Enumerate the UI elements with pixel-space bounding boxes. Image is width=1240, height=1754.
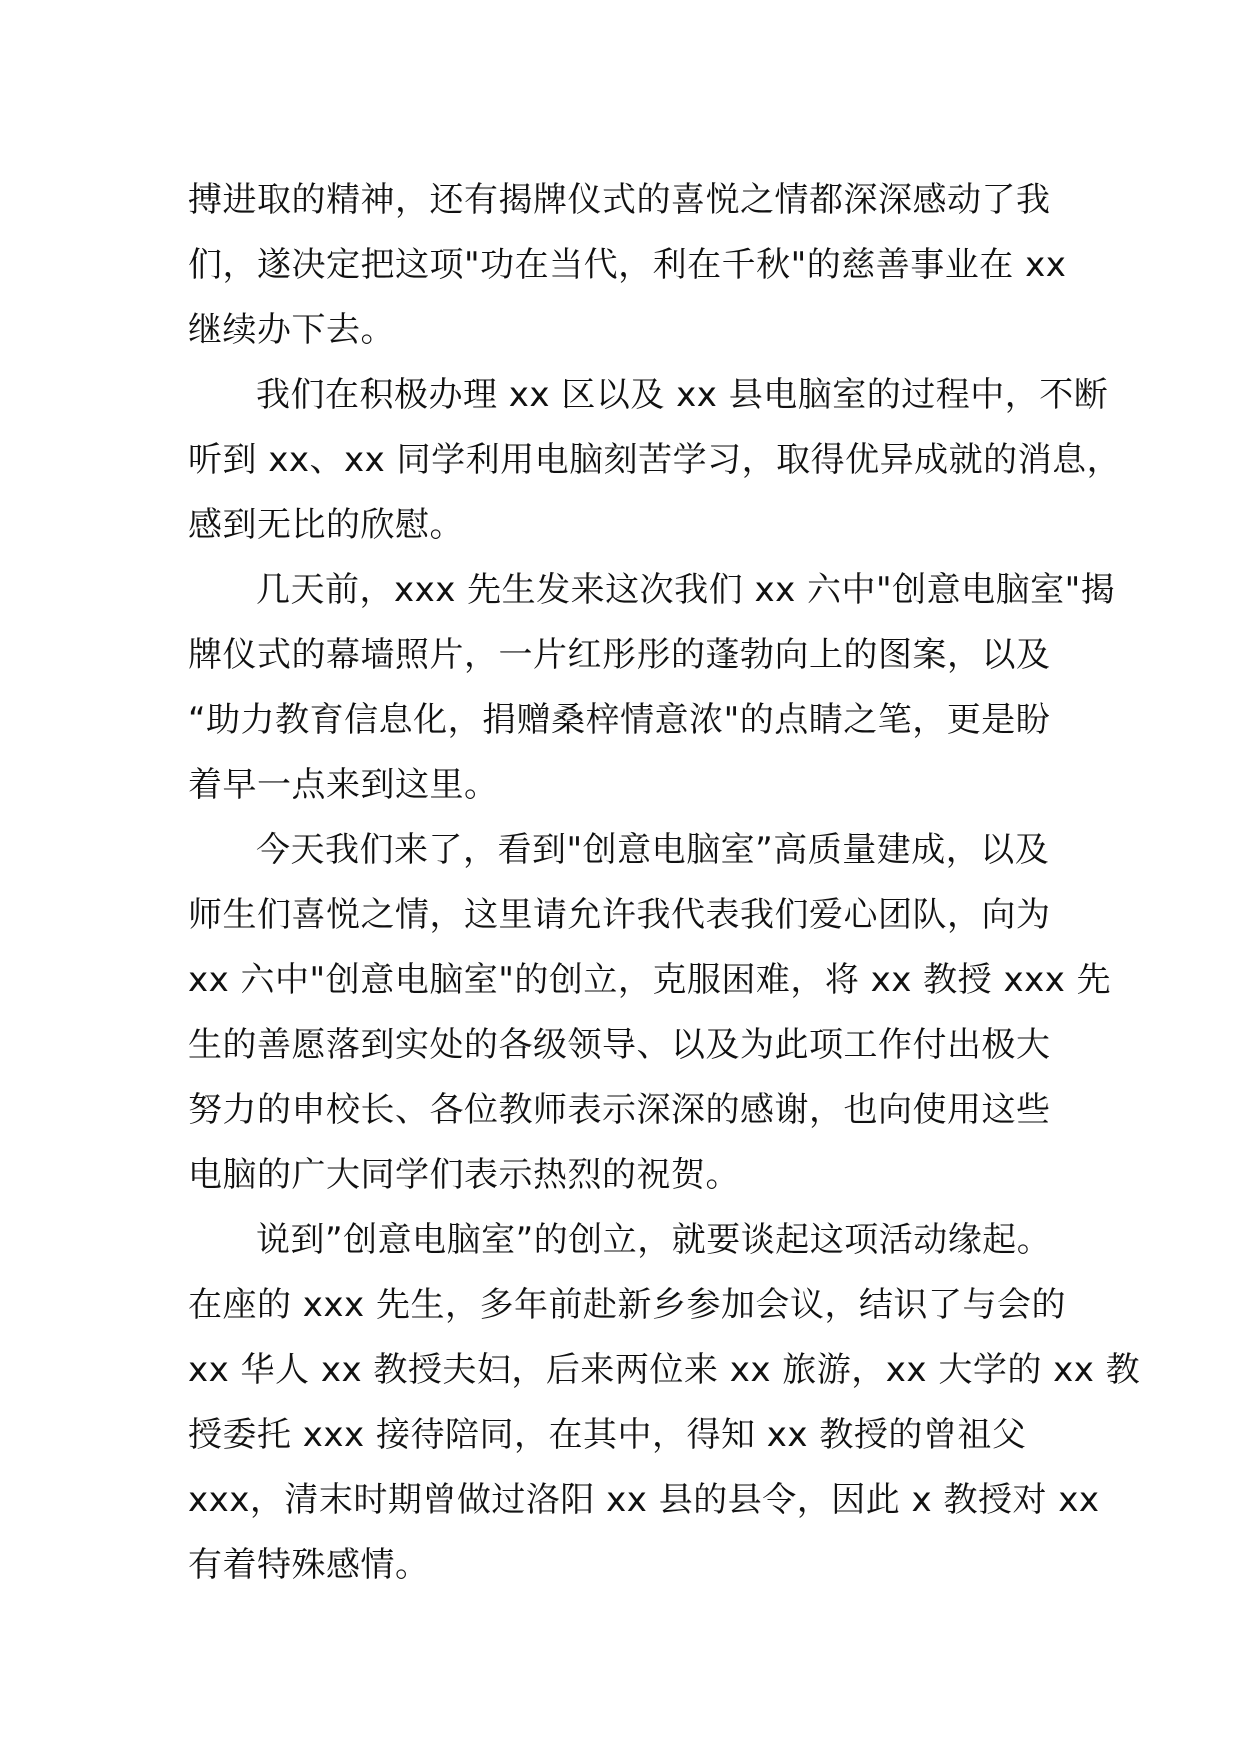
text-line: xxx，清末时期曾做过洛阳 xx 县的县令，因此 x 教授对 xx — [188, 1480, 1100, 1520]
text-line: 授委托 xxx 接待陪同，在其中，得知 xx 教授的曾祖父 — [188, 1415, 1027, 1455]
paragraph-first-line: 说到”创意电脑室”的创立，就要谈起这项活动缘起。 — [256, 1220, 1052, 1260]
paragraph-first-line: 几天前，xxx 先生发来这次我们 xx 六中"创意电脑室"揭 — [256, 570, 1116, 610]
text-line: 们，遂决定把这项"功在当代，利在千秋"的慈善事业在 xx — [188, 245, 1067, 285]
text-line: 有着特殊感情。 — [188, 1545, 430, 1585]
text-line: 继续办下去。 — [188, 310, 395, 350]
text-line: 电脑的广大同学们表示热烈的祝贺。 — [188, 1155, 740, 1195]
document-body — [188, 168, 1141, 1598]
text-line: 感到无比的欣慰。 — [188, 505, 464, 545]
text-line: 听到 xx、xx 同学利用电脑刻苦学习，取得优异成就的消息， — [188, 440, 1122, 480]
text-line: xx 六中"创意电脑室"的创立，克服困难，将 xx 教授 xxx 先 — [188, 960, 1112, 1000]
text-line: 牌仪式的幕墙照片，一片红彤彤的蓬勃向上的图案，以及 — [188, 635, 1051, 675]
text-line: xx 华人 xx 教授夫妇，后来两位来 xx 旅游，xx 大学的 xx 教 — [188, 1350, 1141, 1390]
text-line: 师生们喜悦之情，这里请允许我代表我们爱心团队，向为 — [188, 895, 1051, 935]
text-line: “助力教育信息化，捐赠桑梓情意浓"的点睛之笔，更是盼 — [188, 700, 1051, 740]
paragraph-first-line: 今天我们来了，看到"创意电脑室”高质量建成，以及 — [256, 830, 1050, 870]
text-line: 在座的 xxx 先生，多年前赴新乡参加会议，结识了与会的 — [188, 1285, 1066, 1325]
text-line: 生的善愿落到实处的各级领导、以及为此项工作付出极大 — [188, 1025, 1051, 1065]
text-line: 努力的申校长、各位教师表示深深的感谢，也向使用这些 — [188, 1090, 1051, 1130]
paragraph-first-line: 我们在积极办理 xx 区以及 xx 县电脑室的过程中，不断 — [256, 375, 1109, 415]
text-line: 搏进取的精神，还有揭牌仪式的喜悦之情都深深感动了我 — [188, 180, 1051, 220]
text-line: 着早一点来到这里。 — [188, 765, 499, 805]
